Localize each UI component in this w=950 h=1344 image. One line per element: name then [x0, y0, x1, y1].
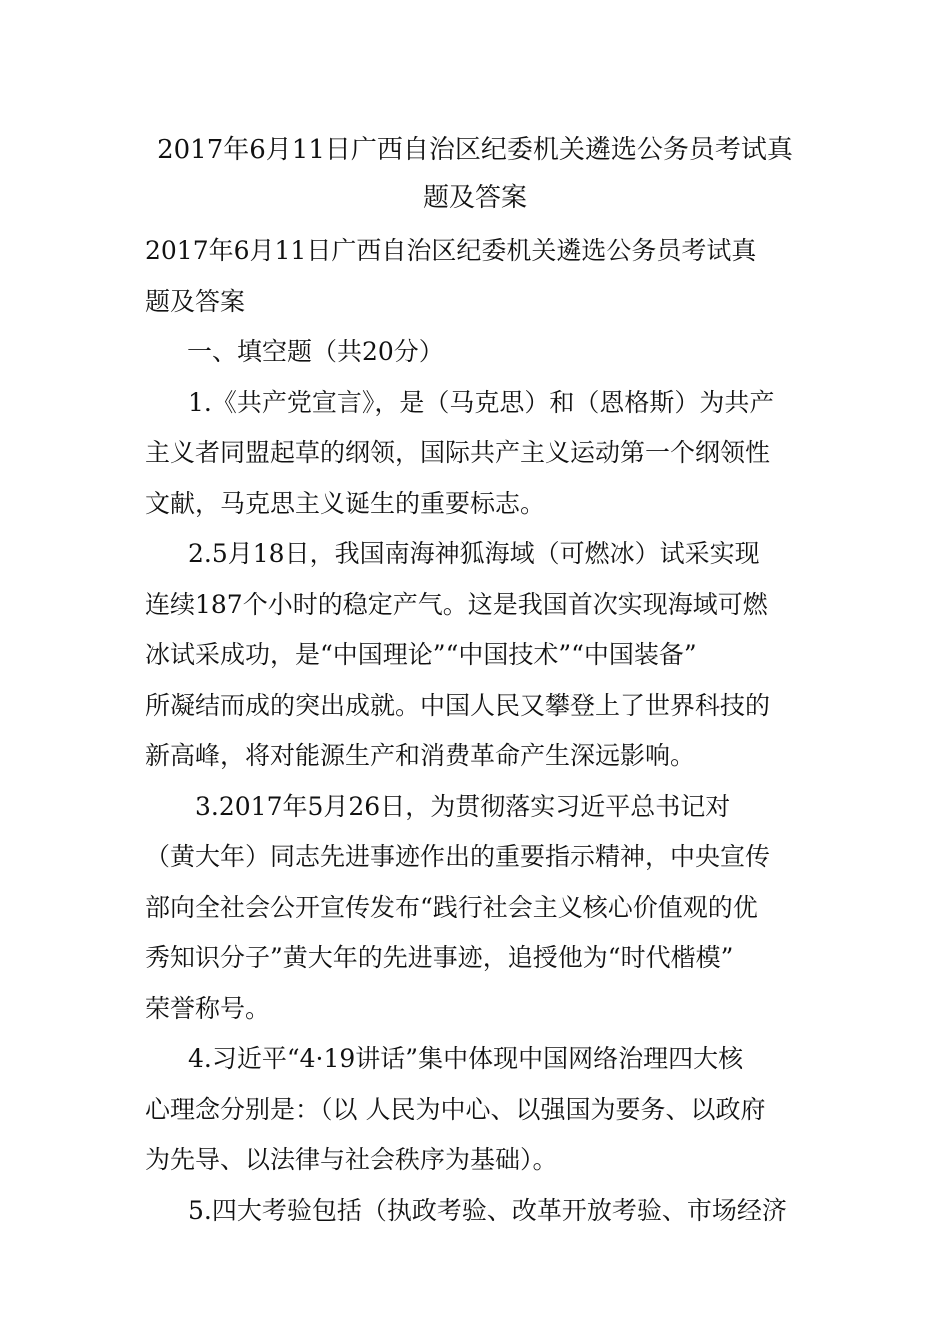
question-3-line: 部向全社会公开宣传发布“践行社会主义核心价值观的优	[145, 892, 758, 922]
heading-line-2: 题及答案	[145, 286, 246, 316]
title-line-1: 2017年6月11日广西自治区纪委机关遴选公务员考试真	[157, 135, 793, 165]
question-1	[145, 378, 807, 530]
question-2-line: 所凝结而成的突出成就。中国人民又攀登上了世界科技的	[145, 690, 771, 720]
question-3-line: 3.2017年5月26日，为贯彻落实习近平总书记对	[195, 791, 731, 821]
question-1-line: 文献，马克思主义诞生的重要标志。	[145, 488, 546, 518]
question-3	[145, 782, 807, 1035]
question-4-line: 4.习近平“4·19讲话”集中体现中国网络治理四大核	[188, 1044, 744, 1073]
question-5-line: 5.四大考验包括（执政考验、改革开放考验、市场经济	[188, 1195, 787, 1225]
question-2-line: 新高峰，将对能源生产和消费革命产生深远影响。	[145, 741, 696, 770]
heading-line-1: 2017年6月11日广西自治区纪委机关遴选公务员考试真	[145, 236, 757, 265]
question-3-line: 秀知识分子”黄大年的先进事迹，追授他为“时代楷模”	[145, 943, 734, 972]
question-2	[145, 529, 807, 782]
title-line-2: 题及答案	[422, 183, 527, 213]
question-2-line: 连续187个小时的稳定产气。这是我国首次实现海域可燃	[145, 589, 768, 619]
question-1-line: 主义者同盟起草的纲领，国际共产主义运动第一个纲领性	[145, 438, 771, 467]
question-1-line: 1.《共产党宣言》，是（马克思）和（恩格斯）为共产	[188, 387, 775, 417]
document-title	[145, 126, 805, 222]
document-body	[145, 226, 807, 1236]
question-5	[145, 1186, 807, 1237]
question-4-line: 心理念分别是：（以 人民为中心、以强国为要务、以政府	[145, 1094, 766, 1124]
question-2-line: 2.5月18日，我国南海神狐海域（可燃冰）试采实现	[188, 539, 760, 568]
section-title: 一、填空题（共20分）	[187, 337, 444, 366]
question-4	[145, 1034, 807, 1186]
question-4-line: 为先导、以法律与社会秩序为基础）。	[145, 1145, 558, 1174]
question-2-line: 冰试采成功，是“中国理论”“中国技术”“中国装备”	[145, 640, 697, 669]
question-3-line: 荣誉称号。	[145, 993, 271, 1023]
question-3-line: （黄大年）同志先进事迹作出的重要指示精神，中央宣传	[145, 842, 771, 871]
